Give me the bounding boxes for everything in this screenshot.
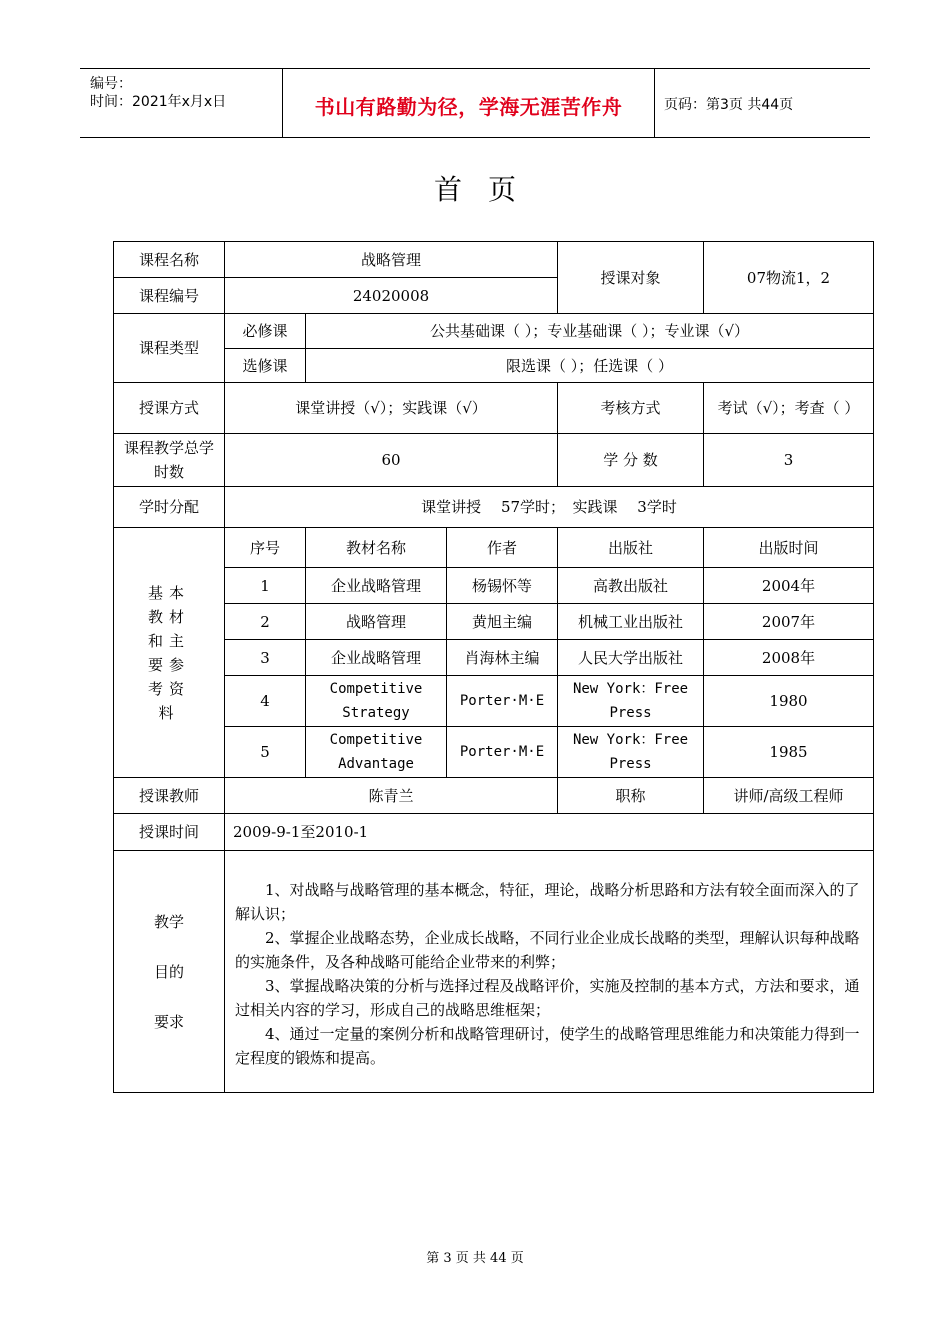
course-name-label: 课程名称 xyxy=(114,242,225,278)
time-label: 时间：2021年x月x日 xyxy=(90,94,227,110)
book-year: 1980 xyxy=(704,676,874,727)
header-meta xyxy=(90,75,226,111)
course-code-label: 课程编号 xyxy=(114,278,225,314)
header-motto: 书山有路勤为径，学海无涯苦作舟 xyxy=(314,95,623,119)
goals-label-line: 要求 xyxy=(153,1012,184,1031)
goal-item: 2、掌握企业战略态势，企业成长战略，不同行业企业成长战略的类型，理解认识每种战略的实施条件，及各种战略可能给企业带来的利弊； xyxy=(235,928,860,971)
book-index: 3 xyxy=(225,640,306,676)
course-type-label: 课程类型 xyxy=(114,314,225,383)
books-header-publisher: 出版社 xyxy=(558,528,704,568)
page-footer: 第 3 页 共 44 页 xyxy=(426,1251,524,1266)
book-author: 杨锡怀等 xyxy=(447,568,558,604)
teacher-name: 陈青兰 xyxy=(225,778,558,814)
page-info: 页码：第3页 共44页 xyxy=(664,97,794,113)
distribution-label: 学时分配 xyxy=(114,487,225,528)
goals-label xyxy=(114,851,225,1093)
books-header-index: 序号 xyxy=(225,528,306,568)
method-value: 课堂讲授（√）；实践课（√） xyxy=(225,383,558,434)
book-publisher: New York：Free Press xyxy=(558,727,704,778)
credits-label: 学 分 数 xyxy=(558,434,704,487)
audience-value: 07物流1，2 xyxy=(704,242,874,314)
book-index: 2 xyxy=(225,604,306,640)
book-year: 2004年 xyxy=(704,568,874,604)
book-title: Competitive Advantage xyxy=(306,727,447,778)
book-publisher: 人民大学出版社 xyxy=(558,640,704,676)
required-value: 公共基础课（ ）；专业基础课（ ）；专业课（√） xyxy=(306,314,874,349)
goal-item: 4、通过一定量的案例分析和战略管理研讨，使学生的战略管理思维能力和决策能力得到一定程度的锻炼和提高。 xyxy=(235,1024,860,1067)
table-row xyxy=(114,604,874,640)
required-label: 必修课 xyxy=(225,314,306,349)
assess-label: 考核方式 xyxy=(558,383,704,434)
header-divider xyxy=(654,69,655,137)
books-section-label: 基本教材和主要参考资料 xyxy=(114,528,225,778)
elective-label: 选修课 xyxy=(225,349,306,383)
table-row xyxy=(114,640,874,676)
book-author: Porter·M·E xyxy=(447,727,558,778)
table-row xyxy=(114,676,874,727)
audience-label: 授课对象 xyxy=(558,242,704,314)
goals-content xyxy=(225,851,874,1093)
book-year: 2007年 xyxy=(704,604,874,640)
time-value: 2009-9-1至2010-1 xyxy=(225,814,874,851)
books-header-year: 出版时间 xyxy=(704,528,874,568)
course-code: 24020008 xyxy=(225,278,558,314)
book-author: Porter·M·E xyxy=(447,676,558,727)
elective-value: 限选课（ ）；任选课（ ） xyxy=(306,349,874,383)
book-author: 肖海林主编 xyxy=(447,640,558,676)
document-header xyxy=(80,68,870,138)
goals-label-line: 教学 xyxy=(153,912,184,931)
books-header-title: 教材名称 xyxy=(306,528,447,568)
teacher-label: 授课教师 xyxy=(114,778,225,814)
books-header-author: 作者 xyxy=(447,528,558,568)
book-title: 战略管理 xyxy=(306,604,447,640)
goal-item: 1、对战略与战略管理的基本概念，特征，理论，战略分析思路和方法有较全面而深入的了解认识； xyxy=(235,880,860,923)
method-label: 授课方式 xyxy=(114,383,225,434)
number-label: 编号： xyxy=(90,76,132,92)
book-title: Competitive Strategy xyxy=(306,676,447,727)
assess-value: 考试（√）；考查（ ） xyxy=(704,383,874,434)
book-publisher: New York：Free Press xyxy=(558,676,704,727)
teacher-title-label: 职称 xyxy=(558,778,704,814)
credits-value: 3 xyxy=(704,434,874,487)
book-year: 1985 xyxy=(704,727,874,778)
hours-value: 60 xyxy=(225,434,558,487)
goal-item: 3、掌握战略决策的分析与选择过程及战略评价，实施及控制的基本方式，方法和要求，通过相关内容的学习，形成自己的战略思维框架； xyxy=(235,976,860,1019)
goals-label-line: 目的 xyxy=(153,962,184,981)
time-label: 授课时间 xyxy=(114,814,225,851)
table-row xyxy=(114,568,874,604)
distribution-value: 课堂讲授 57学时； 实践课 3学时 xyxy=(225,487,874,528)
book-index: 4 xyxy=(225,676,306,727)
book-index: 5 xyxy=(225,727,306,778)
book-index: 1 xyxy=(225,568,306,604)
book-publisher: 高教出版社 xyxy=(558,568,704,604)
page-title: 首页 xyxy=(433,173,542,206)
book-title: 企业战略管理 xyxy=(306,568,447,604)
hours-label: 课程教学总学时数 xyxy=(114,434,225,487)
teacher-title: 讲师/高级工程师 xyxy=(704,778,874,814)
book-title: 企业战略管理 xyxy=(306,640,447,676)
book-author: 黄旭主编 xyxy=(447,604,558,640)
book-year: 2008年 xyxy=(704,640,874,676)
course-info-table xyxy=(113,241,874,1093)
course-name: 战略管理 xyxy=(225,242,558,278)
table-row xyxy=(114,727,874,778)
book-publisher: 机械工业出版社 xyxy=(558,604,704,640)
